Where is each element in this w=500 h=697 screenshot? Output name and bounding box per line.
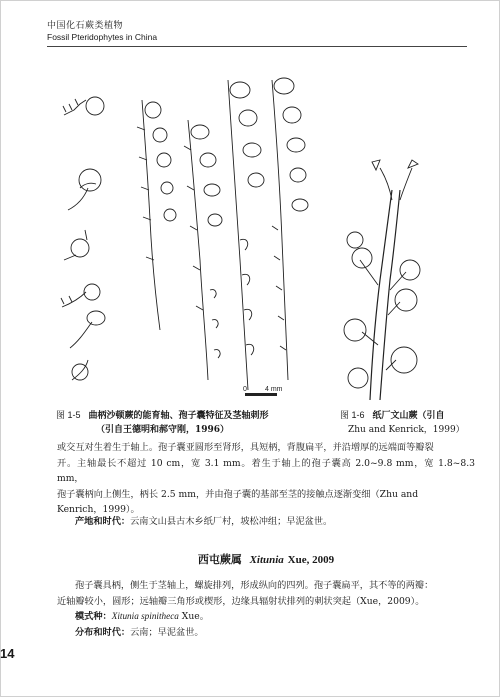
paragraph-description	[57, 440, 475, 518]
figure-1-6-title: 纸厂文山蕨（引自	[372, 411, 445, 421]
paragraph-line: 开。主轴最长不超过 10 cm，宽 3.1 mm。着生于轴上的孢子囊高 2.0~9.8 mm，宽 1.8~8.3 mm，	[57, 457, 475, 484]
genus-name-zh: 西屯蕨属	[197, 553, 242, 566]
header-rule	[47, 46, 467, 47]
paragraph-line: 孢子囊具柄，侧生于茎轴上，螺旋排列，形成纵向的四列。孢子囊扁平，其不等的两瓣：	[75, 580, 434, 591]
figure-1-5-number: 图 1-5	[56, 410, 81, 420]
sporangium-sketch-3	[64, 230, 89, 260]
figure-1-6-number: 图 1-6	[340, 410, 365, 420]
running-header	[47, 20, 467, 43]
paragraph-locality	[57, 514, 475, 530]
distribution-label: 分布和时代：	[75, 626, 131, 638]
sporangium-sketch-6	[72, 360, 88, 380]
fertile-axis-4	[272, 78, 308, 380]
figure-1-5-caption	[56, 408, 336, 437]
sporangium-sketch-5	[70, 311, 105, 348]
locality-label: 产地和时代：	[75, 516, 131, 527]
genus-author: Xue, 2009	[287, 554, 335, 566]
paragraph-line: 孢子囊柄向上侧生，柄长 2.5 mm，并由孢子囊的基部至茎的接触点逐渐变细（Zhu and	[57, 488, 419, 500]
fertile-axis-3	[228, 80, 264, 390]
section-heading	[57, 551, 475, 567]
scale-bar	[243, 386, 283, 396]
locality-text: 云南文山县古木乡纸厂村，坡松冲组；早泥盆世。	[130, 516, 333, 527]
distribution-text: 云南；早泥盆世。	[130, 626, 204, 638]
header-title-en: Fossil Pteridophytes in China	[47, 32, 158, 42]
fertile-axis-1	[137, 100, 176, 330]
type-species-name: Xitunia spinitheca	[111, 611, 179, 621]
type-species-author: Xue。	[181, 611, 209, 622]
figure-1-5-source: （引自王德明和郝守刚，1996）	[96, 425, 230, 435]
type-species-line	[57, 609, 475, 625]
wenshania-illustration	[344, 160, 420, 400]
scale-end-label: 4 mm	[265, 386, 283, 393]
fertile-axis-2	[184, 120, 222, 380]
paragraph-genus-description	[57, 578, 475, 640]
paragraph-line: 或交互对生着生于轴上。孢子囊亚圆形至肾形，具短柄，背腹扁平，并沿增厚的远端面等瓣裂	[57, 442, 434, 453]
paragraph-line: Kenrich，1999）。	[57, 504, 140, 515]
type-species-label: 模式种：	[75, 611, 112, 622]
distribution-line	[57, 625, 475, 641]
sporangium-sketch-2	[68, 169, 101, 210]
header-title-zh: 中国化石蕨类植物	[47, 21, 124, 31]
scale-start-label: 0	[243, 386, 247, 393]
figure-1-6-source: Zhu and Kenrick，1999）	[348, 425, 465, 435]
page-number: 14	[0, 646, 15, 661]
genus-name-latin: Xitunia	[249, 554, 284, 566]
sporangium-sketch-4	[61, 284, 100, 307]
figure-1-5-title: 曲柄沙顿蕨的能育轴、孢子囊特征及茎轴刺形	[88, 411, 269, 421]
figure-illustrations	[50, 60, 470, 410]
figure-1-6-caption	[340, 408, 480, 437]
paragraph-line: 近轴瓣较小，圆形；远轴瓣三角形或楔形，边缘具辐射状排列的刺状突起（Xue，2009）。	[57, 595, 425, 607]
figure-area	[50, 60, 470, 410]
sporangium-sketch-1	[63, 97, 104, 115]
